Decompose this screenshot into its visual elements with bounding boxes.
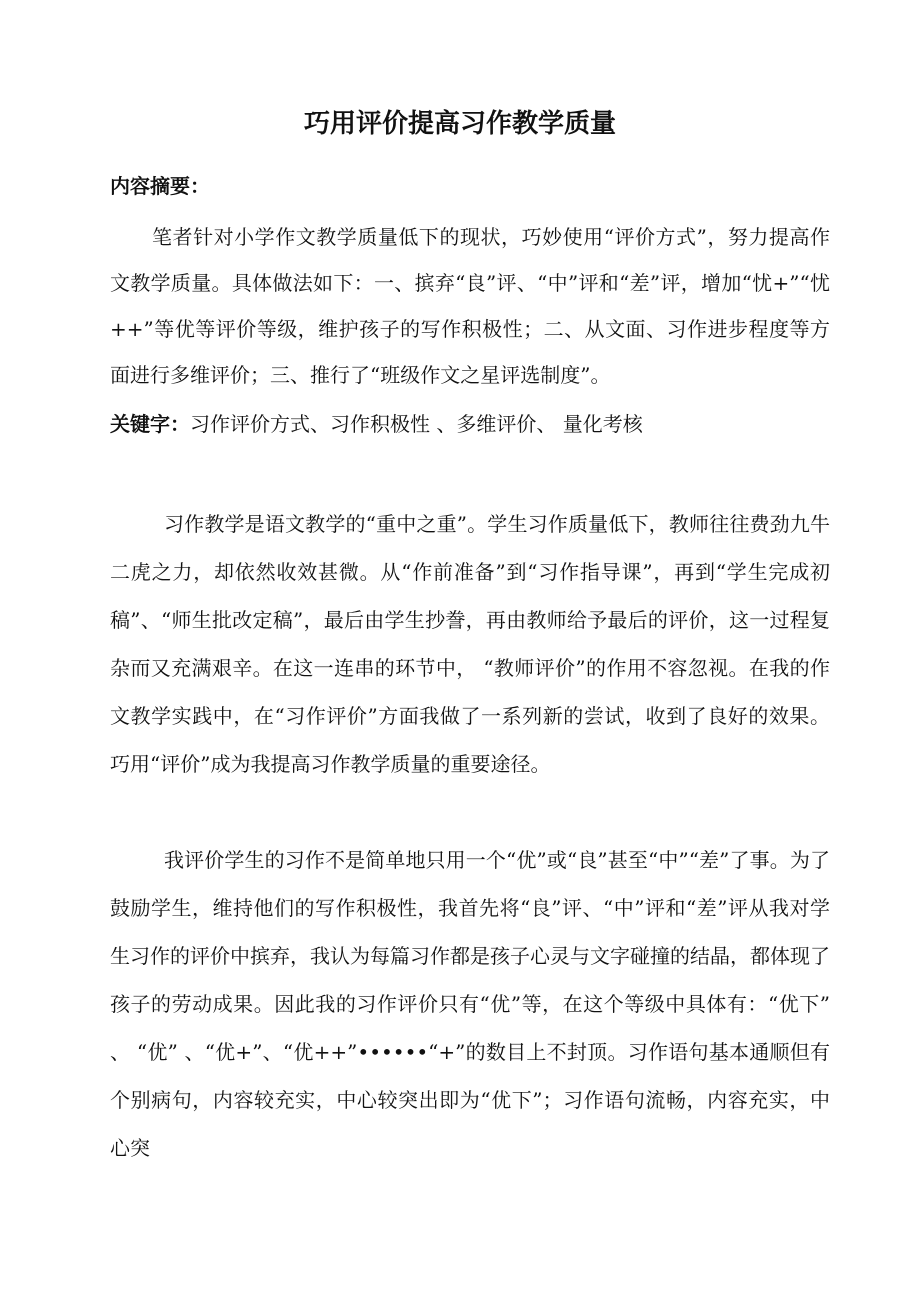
keywords-text: 习作评价方式、习作积极性 、多维评价、 量化考核 [190, 412, 643, 436]
abstract-text: 笔者针对小学作文教学质量低下的现状，巧妙使用“评价方式”，努力提高作文教学质量。具体做法如下：一、摈弃“良”评、“中”评和“差”评，增加“忧+”“忧++”等优等评价等级，维护孩子的写作积极性；二、从文面、习作进步程度等方面进行多维评价；三、推行了“班级作文之星评选制度”。 [110, 225, 830, 387]
abstract-label: 内容摘要： [110, 174, 210, 198]
body-paragraph-2: 我评价学生的习作不是简单地只用一个“优”或“良”甚至“中”“差”了事。为了鼓励学生，维持他们的写作积极性，我首先将“良”评、“中”评和“差”评从我对学生习作的评价中摈弃，我认为每篇习作都是孩子心灵与文字碰撞的结晶，都体现了孩子的劳动成果。因此我的习作评价只有“优”等，在这个等级中具体有：“优下” 、 “优” 、“优+”、“优++”••••••“+”的数目上不封顶。习作语句基本通顺但有个别病句，内容较充实，中心较突出即为“优下”；习作语句流畅，内容充实，中心突 [110, 848, 830, 1160]
body-paragraph-1: 习作教学是语文教学的“重中之重”。学生习作质量低下，教师往往费劲九牛二虎之力，却依然收效甚微。从“作前准备”到“习作指导课”，再到“学生完成初稿”、“师生批改定稿”，最后由学生抄誊，再由教师给予最后的评价，这一过程复杂而又充满艰辛。在这一连串的环节中， “教师评价”的作用不容忽视。在我的作文教学实践中，在“习作评价”方面我做了一系列新的尝试，收到了良好的效果。巧用“评价”成为我提高习作教学质量的重要途径。 [110, 512, 830, 776]
keywords-label: 关键字： [110, 412, 190, 436]
document-title: 巧用评价提高习作教学质量 [303, 109, 616, 139]
keywords-line [110, 408, 830, 440]
